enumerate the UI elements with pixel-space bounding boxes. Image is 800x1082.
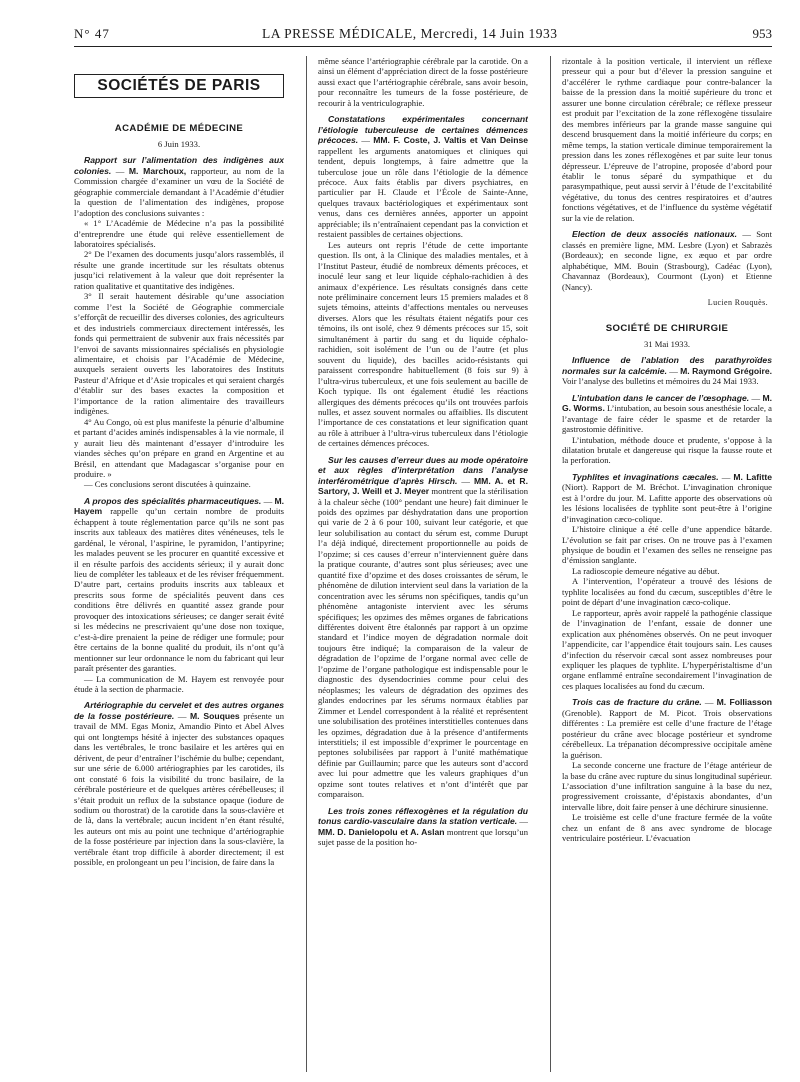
article: Influence de l’ablation des parathyroïdes normales sur la calcémie. — M. Raymond Grégoire. Voir l’analyse des bulletins et mémoires du 24 Mai 1933. [562, 355, 772, 387]
paragraph: 3° Il serait hautement désirable qu’une association comme l’est la Société de Géographie commerciale s’efforçât de recueillir des diverses colonies, des agriculteurs et des industriels commerciaux directement intéressés, les fonds qui permettraient de subvenir aux frais nécessités par l’envoi de savants missionnaires spécialisés en physiologie alimentaire, et choisis par l’Académie de Médecine, auxquels seraient ouverts les laboratoires des Instituts Pasteur d’Afrique et d’Asie tropicales et qui seraient chargés d’établir sur des bases exactes la composition et l’importance de la ration alimentaire des travailleurs indigènes. [74, 291, 284, 417]
article-text: rappellent les arguments anatomiques et cliniques qui tendent, depuis longtemps, à faire admettre que la tuberculose joue un rôle dans l’étiologie de la démence précoce. Aux faits établis par divers psychiatres, en particulier par H. Claude et l’École de Sainte-Anne, quelques travaux bactériologiques et expérimentaux sont venus, dans ces dernières années, apporter un appoint appréciable; ils n’entraînaient cependant pas la conviction et restaient passibles de certaines objections. [318, 145, 528, 240]
article-title: Rapport sur l’alimentation des indigènes aux colonies. [74, 155, 284, 176]
article: Typhlites et invaginations cæcales. — M. Lafitte (Niort). Rapport de M. Bréchot. L’invagination chronique est à l’ordre du jour. M. Lafitte apporte des observations où les lésions localisées de typhlite sont peut-être à l’origine d’invagination cæco-colique. [562, 471, 772, 524]
article-title: Sur les causes d’erreur dues au mode opératoire et aux règles d’interprétation dans l’analyse interférométrique d’après Hirsch. [318, 454, 528, 486]
article-text: Voir l’analyse des bulletins et mémoires du 24 Mai 1933. [562, 376, 759, 387]
article-title: Les trois zones réflexogènes et la régulation du tonus cardio-vasculaire dans la station verticale. [318, 805, 528, 827]
paragraph: Le troisième est celle d’une fracture fermée de la voûte chez un enfant de 8 ans avec syndrome de blocage ventriculaire postérieur. L’évacuation [562, 812, 772, 844]
article-author: M. Hayem [74, 495, 284, 517]
column-3 [562, 56, 772, 1072]
paragraph: même séance l’artériographie cérébrale par la carotide. On a ainsi un élément d’appréciation direct de la fosse postérieure aussi exact que l’artériographie cérébrale, sans avoir besoin, pour reconnaître les tumeurs de la fosse postérieure, de recourir à la ventriculographie. [318, 56, 528, 108]
article-title: Trois cas de fracture du crâne. [572, 697, 702, 708]
article-title: Constatations expérimentales concernant l’étiologie tuberculeuse de certaines démences précoces. [318, 114, 528, 146]
society-heading: ACADÉMIE DE MÉDECINE [114, 123, 244, 135]
article-title: Influence de l’ablation des parathyroïdes normales sur la calcémie. [562, 355, 772, 376]
article-author: M. Raymond Grégoire. [680, 365, 772, 376]
article [562, 229, 772, 292]
article: Trois cas de fracture du crâne. — M. Folliasson (Grenoble). Rapport de M. Picot. Trois observations différentes : La première est celle d’une fracture de l’étage postérieur du crâne avec blocage postérieur et syndrome cérébelleux. La trépanation décompressive occipitale amène la guérison. [562, 697, 772, 760]
society-heading: SOCIÉTÉ DE CHIRURGIE [605, 323, 729, 335]
paragraph: A l’intervention, l’opérateur a trouvé des lésions de typhlite localisées au fond du cæcum, susceptibles d’être le point de départ d’une invagination cæco-colique. [562, 576, 772, 608]
paragraph: Le rapporteur, après avoir rappelé la pathogénie classique de l’invagination de l’enfant, essaie de donner une explication aux phénomènes observés. On ne peut invoquer l’appendicite, car l’appendice était toujours sain. Les causes d’infection du réservoir cæcal sont assez nombreuses pour expliquer les plaques de typhlite. L’hyperpéristaltisme d’un organe enflammé entraîne secondairement l’invagination de ces plaques localisées au fond du cæcum. [562, 607, 772, 691]
article-title: L’intubation dans le cancer de l’œsophage. [572, 392, 750, 403]
article-author: MM. A. et R. Sartory, J. Weill et J. Meyer [318, 475, 528, 497]
article-title: Artériographie du cervelet et des autres organes de la fosse postérieure. [74, 700, 284, 721]
paragraph: L’intubation, méthode douce et prudente, s’oppose à la dilatation brutale et dangereuse qui risque la fausse route et la perforation. [562, 434, 772, 466]
article-title: Election de deux associés nationaux. [572, 229, 737, 240]
article-text: rapporteur, au nom de la Commission chargée d’examiner un vœu de la Société de géographie commerciale demandant à l’Académie d’étudier la question de l’alimentation des indigènes, propose l’adoption des conclusions suivantes : [74, 165, 284, 218]
page-header [74, 26, 772, 48]
column-divider [306, 56, 307, 1072]
article: Rapport sur l’alimentation des indigènes aux colonies. — M. Marchoux, rapporteur, au nom de la Commission chargée d’examiner un vœu de la Société de géographie commerciale demandant à l’Académie d’étudier la question de l’alimentation des indigènes, propose l’adoption des conclusions suivantes : [74, 155, 284, 218]
paragraph: L’histoire clinique a été celle d’une appendice bâtarde. L’évolution se fait par crises. On ne trouve pas à l’examen physique de boudin et l’examen des selles ne renseigne pas d’émission sanglante. [562, 524, 772, 566]
column-divider [550, 56, 551, 1072]
paragraph: rizontale à la position verticale, il intervient un réflexe presseur qui a pour but d’élever la pression sanguine et d’accélérer le rythme cardiaque pour contre-balancer la baisse de la pression dans la moitié supérieure du tronc et assurer une bonne circulation cérébrale; ce réflexe presseur est produit par l’excitation de la zone réflexogène tissulaire des membres inférieurs par la grande masse sanguine qui descend brusquement dans la moitié inférieure du corps; en même temps, la station verticale diminue temporairement la pression dans les zones réflexogènes et par suite leur tonus dépresseur. L’épreuve de l’atropine, proposée d’abord pour établir le tonus séparé du sympathique et du parasympathique, peut aussi servir à l’étude de l’excitabilité végétative, du tonus des centres respiratoires et d’autres fonctions végétatives, et de l’influence du système végétatif sur la vie de relation. [562, 56, 772, 223]
page-number: 953 [752, 26, 772, 41]
article: Sur les causes d’erreur dues au mode opératoire et aux règles d’interprétation dans l’analyse interférométrique d’après Hirsch. — MM. A. et R. Sartory, J. Weill et J. Meyer montrent que la stérilisation à la chaleur sèche (100° pendant une heure) fait diminuer le poids des opzimes par déshydratation dans une proportion qui varie de 2 à 6 pour 100, suivant leur catégorie, et que leur solubilisation au contact du sérum est, comme Durupt l’a déjà indiqué, directement proportionnelle au poids de l’opzime; si ces causes d’erreur n’interviennent guère dans la pratique courante, d’autres sont plus sérieuses; avec une quantité fixe d’opzime et des doses croissantes de sérum, le phénomène de dilution intervient seul dans la variation de la concentration avec les sérums non spécifiques, tandis qu’un phénomène antagoniste intervient avec les sérums spécifiques; les opzimes des mêmes organes de fabrications différentes doivent être étalonnés par rapport à un opzime standard et l’indice moyen de dégradation normale doit toujours être indiqué; la comparaison de la valeur de dégradation de l’opzime de l’organe normal avec celle de l’opzime de l’organe pathologique est indispensable pour le diagnostic des dysendocrinies comme pour celui des néoplasmes; les valeurs de dégradation des opzimes des glandes endocrines par les sérums normaux établies par Zimmer et Lendel correspondent à la réalité et représentent une solubilisation des protéines interstitielles contenues dans les opzimes, dégradation due à la présence d’antiferments interstitiels; il est impossible d’exprimer le pourcentage en peptones solubilisées par rapport à l’unité mathématique définie par Guillaumin; parce que les auteurs sont d’accord avec lui pour admettre que les valeurs graphiques d’un opzime sont toutes relatives et n’ont d’intérêt que par comparaison. [318, 454, 528, 800]
paragraph: — Ces conclusions seront discutées à quinzaine. [84, 479, 251, 490]
article-author: M. Marchoux, [128, 165, 187, 176]
article-text: montrent que la stérilisation à la chaleur sèche (100° pendant une heure) fait diminuer le poids des opzimes par déshydratation dans une proportion qui varie de 2 à 6 pour 100, suivant leur catégorie, et que leur solubilisation au contact du sérum est, comme Durupt l’a déjà indiqué, directement proportionnelle au poids de l’opzime; si ces causes d’erreur n’interviennent guère dans la pratique courante, d’autres sont plus sérieuses; avec une quantité fixe d’opzime et des doses croissantes de sérum, le phénomène de dilution intervient seul dans la variation de la concentration avec les sérums non spécifiques, tandis qu’un phénomène antagoniste intervient avec les sérums spécifiques; les opzimes des mêmes organes de fabrications différentes doivent être étalonnés par rapport à un opzime standard et l’indice moyen de dégradation normale doit toujours être indiqué; la comparaison de la valeur de dégradation de l’opzime de l’organe normal avec celle de l’opzime de l’organe pathologique est indispensable pour le diagnostic des dysendocrinies comme pour celui des néoplasmes; les valeurs de dégradation des opzimes des glandes endocrines par les sérums normaux établies par Zimmer et Lendel correspondent à la réalité et représentent une solubilisation des protéines interstitielles contenues dans les opzimes, dégradation due à la présence d’antiferments interstitiels; il est impossible d’exprimer le pourcentage en peptones solubilisées par rapport à l’unité mathématique définie par Guillaumin; parce que les auteurs sont d’accord avec lui pour admettre que les valeurs graphiques d’un opzime sont toutes relatives et n’ont d’intérêt que par comparaison. [318, 486, 528, 800]
article-text: présente un travail de MM. Egas Moniz, Amandio Pinto et Abel Alves qui ont longtemps hésité à injecter des substances opaques dans les vertébrales, le tronc basilaire et les artères qui en dérivent, de peur d’entraîner l’ischémie du bulbe; cependant, sur une série de 6.000 artériographies par les carotides, ils ont constaté 6 fois la visibilité du tronc basilaire, de la cérébrale postérieure et de quelques artères cérébelleuses; il s’était produit un reflux de la substance opaque (iodure de sodium ou thorostrat) de la carotide dans la sous-clavière et de là, dans la vertébrale; aucun incident n’en étant résulté, les auteurs ont mis au point une technique d’artériographie de la fosse postérieure par injection dans la sous-clavière, la vertébrale étant trop difficile à aborder directement; il est possible, en prolongeant un peu l’incision, de faire dans la [74, 710, 284, 868]
section-box-title: SOCIÉTÉS DE PARIS [74, 74, 284, 98]
article: Les trois zones réflexogènes et la régulation du tonus cardio-vasculaire dans la station verticale. — MM. D. Danielopolu et A. Aslan montrent que lorsqu’un sujet passe de la position ho- [318, 805, 528, 848]
article-author: M. Souques [190, 710, 240, 721]
article-text: montrent que lorsqu’un sujet passe de la position ho- [318, 826, 528, 848]
journal-title: LA PRESSE MÉDICALE, Mercredi, 14 Juin 1933 [262, 26, 558, 41]
article-text: rappelle qu’un certain nombre de produits échappent à toute réglementation parce qu’ils ne sont pas inscrits aux tableaux des matières dites vénéneuses, tels le gardénal, le véronal, l’aspirine, le pyramidon, l’antipyrine; les malades peuvent se les procurer en quantité excessive et il en résulte parfois des accidents sérieux; il y aurait donc lieu de compléter les tableaux et de les réviser fréquemment. D’autre part, certains produits inscrits aux tableaux et prescrits sous forme de spécialités peuvent dans ces conditions être délivrés en quantité assez grande pour provoquer des intoxications sérieuses; ce danger serait évité si les médecins ne prescrivaient qu’une dose non toxique, c’est-à-dire prenaient la peine de rédiger une formule; pour être certains de la bonne qualité du produit, ils n’ont qu’à mentionner sur leur ordonnance le nom du fabricant qui leur paraît présenter des garanties. [74, 506, 284, 674]
article-author: M. Lafitte [733, 471, 772, 482]
article-text: — Sont classés en première ligne, MM. Lesbre (Lyon) et Sabrazès (Bordeaux); en seconde ligne, ex æquo et par ordre alphabétique, MM. Bouin (Strasbourg), Cadéac (Lyon), Chavannaz (Bordeaux), Courmont (Lyon) et Etienne (Nancy). [562, 229, 772, 292]
article: L’intubation dans le cancer de l’œsophage. — M. G. Worms. L’intubation, au besoin sous anesthésie locale, a l’avantage de faire céder le spasme et de retarder la gastrostomie définitive. [562, 392, 772, 435]
paragraph: « 1° L’Académie de Médecine n’a pas la possibilité d’entreprendre une étude qui relève essentiellement de laboratoires spécialisés. [74, 218, 284, 249]
article-text: L’intubation, au besoin sous anesthésie locale, a l’avantage de faire céder le spasme et de retarder la gastrostomie définitive. [562, 403, 772, 435]
paragraph: La radioscopie demeure négative au début. [572, 565, 720, 576]
issue-number: N° 47 [74, 26, 110, 41]
article: Artériographie du cervelet et des autres organes de la fosse postérieure. — M. Souques présente un travail de MM. Egas Moniz, Amandio Pinto et Abel Alves qui ont longtemps hésité à injecter des substances opaques dans les vertébrales, le tronc basilaire et les artères qui en dérivent, de peur d’entraîner l’ischémie du bulbe; cependant, sur une série de 6.000 artériographies par les carotides, ils ont constaté 6 fois la visibilité du tronc basilaire, de la cérébrale postérieure et de quelques artères cérébelleuses; il s’était produit un reflux de la substance opaque (iodure de sodium ou thorostrat) de la carotide dans la sous-clavière et de là, dans la vertébrale; aucun incident n’en étant résulté, les auteurs ont mis au point une technique d’artériographie de la fosse postérieure par injection dans la sous-clavière, la vertébrale étant trop difficile à aborder directement; il est possible, en prolongeant un peu l’incision, de faire dans la [74, 700, 284, 868]
article: A propos des spécialités pharmaceutiques. — M. Hayem rappelle qu’un certain nombre de produits échappent à toute réglementation parce qu’ils ne sont pas inscrits aux tableaux des matières dites vénéneuses, tels le gardénal, le véronal, l’aspirine, le pyramidon, l’antipyrine; les malades peuvent se les procurer en quantité excessive et il en résulte parfois des accidents sérieux; il y aurait donc lieu de compléter les tableaux et de les réviser fréquemment. D’autre part, certains produits inscrits aux tableaux et prescrits sous forme de spécialités peuvent dans ces conditions être délivrés en quantité assez grande pour provoquer des intoxications sérieuses; ce danger serait évité si les médecins ne prescrivaient qu’une dose non toxique, c’est-à-dire prenaient la peine de rédiger une formule; pour être certains de la bonne qualité du produit, ils n’ont qu’à mentionner sur leur ordonnance le nom du fabricant qui leur paraît présenter des garanties. [74, 495, 284, 674]
article-author: M. G. Worms. [562, 392, 772, 414]
article-text: (Grenoble). Rapport de M. Picot. Trois observations différentes : La première est celle d’une fracture de l’étage postérieur du crâne avec blocage postérieur et syndrome cérébelleux. La trépanation décompressive occipitale amène la guérison. [562, 707, 772, 760]
article-author: MM. D. Danielopolu et A. Aslan [318, 826, 445, 837]
article-author: MM. F. Coste, J. Valtis et Van Deinse [373, 135, 528, 146]
session-date: 31 Mai 1933. [643, 338, 691, 349]
paragraph: — La communication de M. Hayem est renvoyée pour étude à la section de pharmacie. [74, 673, 284, 695]
article: Constatations expérimentales concernant l’étiologie tuberculeuse de certaines démences précoces. — MM. F. Coste, J. Valtis et Van Deinse rappellent les arguments anatomiques et cliniques qui tendent, depuis longtemps, à faire admettre que la tuberculose joue un rôle dans l’étiologie de la démence précoce. Aux faits établis par divers psychiatres, en particulier par H. Claude et l’École de Sainte-Anne, quelques travaux bactériologiques et expérimentaux sont venus, dans ces dernières années, apporter un appoint appréciable; ils n’entraînaient cependant pas la conviction et restaient passibles de certaines objections. [318, 114, 528, 240]
header-rule [74, 46, 772, 47]
paragraph: La seconde concerne une fracture de l’étage antérieur de la base du crâne avec rupture du sinus longitudinal supérieur. L’association d’une infiltration sanguine à la base du nez, progressivement croissante, d’épistaxis abondantes, d’un intervalle libre, doit faire penser à une déchirure sinusienne. [562, 760, 772, 812]
paragraph: Les auteurs ont repris l’étude de cette importante question. Ils ont, à la Clinique des maladies mentales, et à l’Institut Pasteur, étudié de nombreux déments précoces, et inoculé leur sang et leur liquide céphalo-rachidien à des animaux d’expérience. Les résultats consignés dans cette note préliminaire concernent leurs 15 premiers malades et 8 sujets témoins, atteints d’affections mentales ou nerveuses diverses. Alors que les résultats étaient négatifs pour ces témoins, ils ont isolé, chez 9 déments précoces sur 15, soit simultanément à partir du sang et du liquide céphalo-rachidien, soit isolément de l’un ou de l’autre (et plus souvent du liquide), des bacilles acido-résistants qui paraissent correspondre habituellement (8 fois sur 9) à l’ultra-virus tuberculeux, et une fois seulement au bacille de Koch typique. Ils ont également étudié les réactions allergiques des déments précoces qu’ils ont trouvées parfois nulles, et assez souvent normales ou affaiblies. Ils discutent l’importance de ces constatations et leur signification quant au rôle à attribuer à l’ultra-virus tuberculeux dans l’étiologie de certaines démences précoces. [318, 239, 528, 449]
column-2 [318, 56, 528, 1072]
article-title: A propos des spécialités pharmaceutiques. [84, 495, 262, 506]
signature: Lucien Rouquès. [707, 297, 768, 307]
article-text: (Niort). Rapport de M. Bréchot. L’invagination chronique est à l’ordre du jour. M. Lafitte apporte des observations où les lésions localisées de typhlite sont peut-être à l’origine d’invagination cæco-colique. [562, 482, 772, 524]
article-title: Typhlites et invaginations cæcales. [572, 471, 719, 482]
article-author: M. Folliasson [716, 697, 772, 708]
paragraph: 4° Au Congo, où est plus manifeste la pénurie d’albumine et partant d’acides aminés indispensables à la vie normale, il y aurait lieu dès maintenant d’essayer d’introduire les viandes sèches qu’on prépare en grand en Argentine et au Brésil, en attendant que Madagascar s’organise pour en produire. » [74, 416, 284, 479]
session-date: 6 Juin 1933. [157, 138, 201, 149]
paragraph: 2° De l’examen des documents jusqu’alors rassemblés, il résulte une grande incertitude sur les résultats obtenus jusqu’ici relativement à la valeur que doit représenter la ration qualitative et quantitative des indigènes. [74, 249, 284, 291]
column-1 [74, 56, 284, 1072]
